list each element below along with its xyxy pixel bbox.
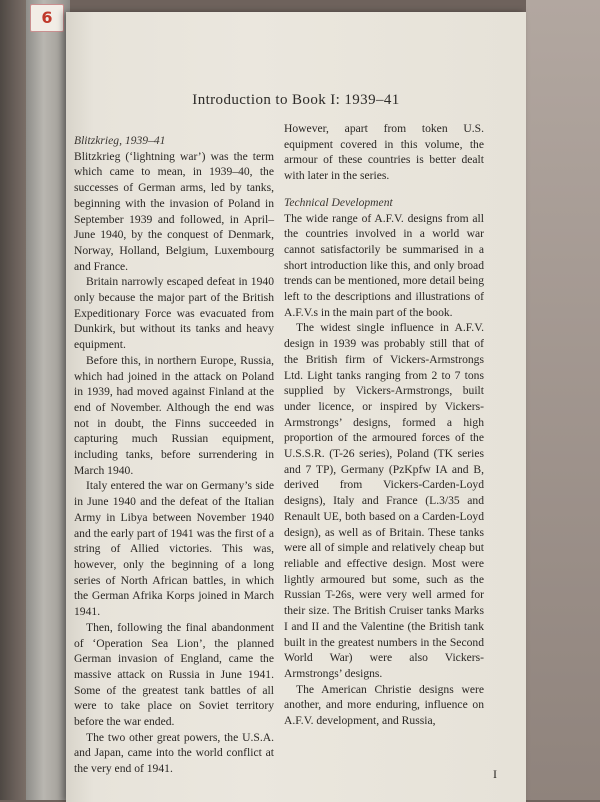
body-paragraph: The wide range of A.F.V. designs from all the countries involved in a world war cannot satisfactorily be summarised in a short introduction like this, and only broad trends can be mentioned, more detail being left to the descriptions and illustrations of A.F.V.s in the main part of the book. — [284, 211, 484, 319]
body-paragraph: Britain narrowly escaped defeat in 1940 only because the major part of the British Expeditionary Force was evacuated from Dunkirk, but without its tanks and heavy equipment. — [74, 275, 274, 352]
body-paragraph: The American Christie designs were another, and more enduring, influence on A.F.V. development, and Russia, — [284, 682, 484, 728]
book-spine — [26, 0, 70, 800]
body-paragraph: The two other great powers, the U.S.A. and Japan, came into the world conflict at the very end of 1941. — [74, 730, 274, 776]
page-title: Introduction to Book I: 1939–41 — [192, 92, 400, 108]
page-number: I — [493, 767, 497, 781]
body-paragraph: Before this, in northern Europe, Russia, which had joined in the attack on Poland in 1939, had moved against Finland at the end of November. Although the end was not in doubt, the Finns succeeded in capturing much Russian equipment, including tanks, before surrendering in March 1940. — [74, 353, 274, 477]
library-sticker: 6 — [30, 4, 64, 32]
book-page — [66, 12, 526, 802]
table-surface-right — [526, 0, 600, 800]
body-paragraph: The widest single influence in A.F.V. design in 1939 was probably still that of the British firm of Vickers-Armstrongs Ltd. Light tanks ranging from 2 to 7 tons supplied by Vickers-Armstrongs, built under licence, or inspired by Vickers-Armstrongs’ designs, formed a high proportion of the armoured forces of the U.S.S.R. (T-26 series), Poland (TK series and 7 TP), Germany (PzKpfw IA and B, derived from Vickers-Carden-Loyd designs), Italy and France (L.3/35 and Renault UE, both based on a Carden-Loyd design), as well as of Britain. These tanks were all of simple and relatively cheap but reliable and effective design. Most were lightly armoured but some, such as the Russian T-26s, were very well armed for their size. The British Cruiser tanks Marks I and II and the Valentine (the British tank built in the greatest numbers in the Second World War) were also Vickers-Armstrongs’ designs. — [284, 321, 484, 680]
table-surface-left — [0, 0, 26, 800]
right-column — [284, 121, 484, 729]
body-paragraph: Blitzkrieg (‘lightning war’) was the term which came to mean, in 1939–40, the successes of German arms, led by tanks, beginning with the invasion of Poland in September 1939 and followed, in April–June 1940, by the conquest of Denmark, Norway, Holland, Belgium, Luxembourg and France. — [74, 149, 274, 273]
left-column — [74, 133, 274, 777]
section-subheading-blitzkrieg: Blitzkrieg, 1939–41 — [74, 134, 166, 147]
body-paragraph: However, apart from token U.S. equipment covered in this volume, the armour of these countries is better dealt with later in the series. — [284, 122, 484, 183]
body-paragraph: Then, following the final abandonment of ‘Operation Sea Lion’, the planned German invasion of England, came the massive attack on Russia in June 1941. Some of the greatest tank battles of all were to take place on Soviet territory before the war ended. — [74, 620, 274, 729]
body-paragraph: Italy entered the war on Germany’s side in June 1940 and the defeat of the Italian Army in Libya between November 1940 and the early part of 1941 was the first of a string of Allied victories. This was, however, only the beginning of a long series of North African battles, in which the German Afrika Korps joined in March 1941. — [74, 479, 274, 619]
section-subheading-technical-development: Technical Development — [284, 195, 393, 209]
